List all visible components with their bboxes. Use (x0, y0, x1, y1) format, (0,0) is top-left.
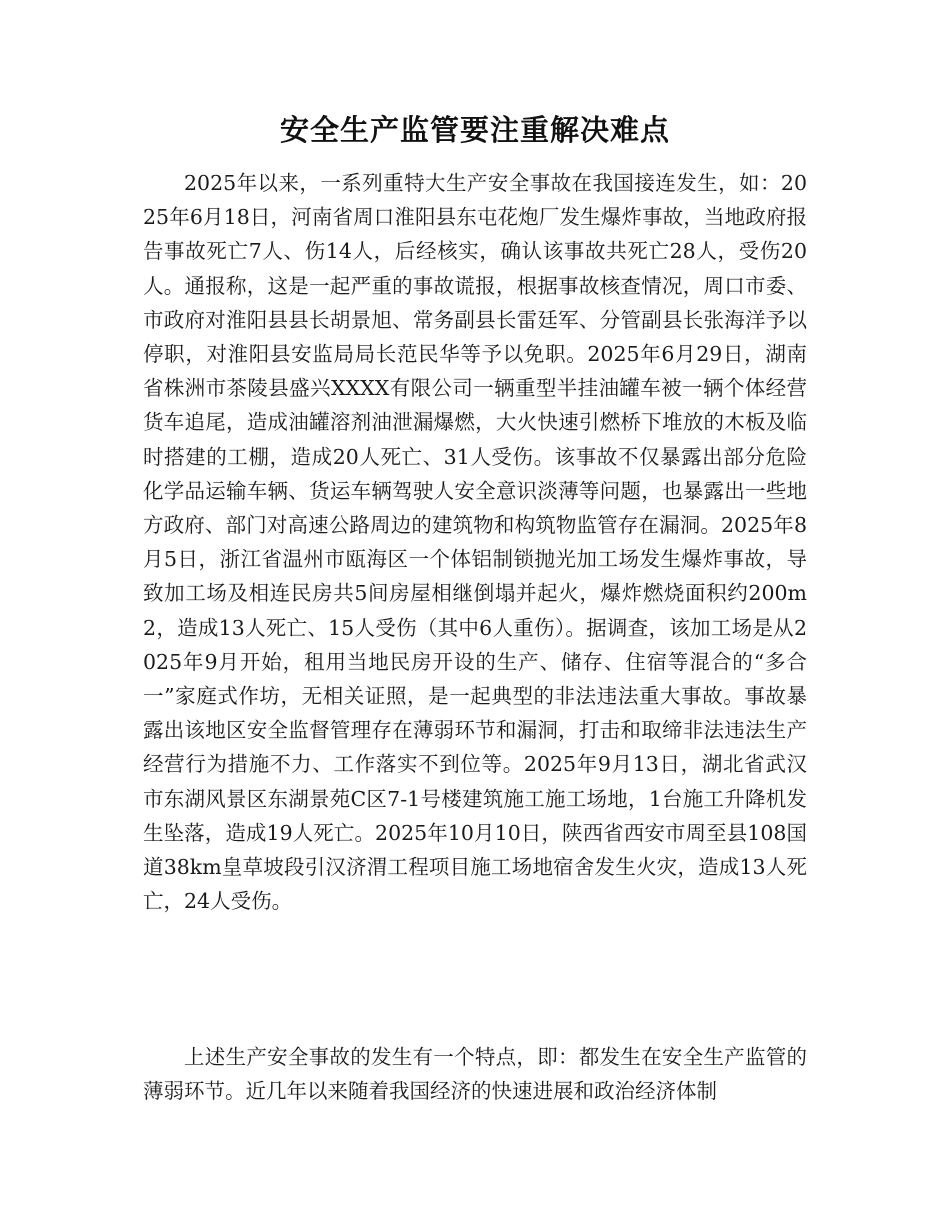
body-paragraph-1: 2025年以来，一系列重特大生产安全事故在我国接连发生，如：2025年6月18日，河南省周口淮阳县东屯花炮厂发生爆炸事故，当地政府报告事故死亡7人、伤14人，后经核实，确认该事故共死亡28人，受伤20人。通报称，这是一起严重的事故谎报，根据事故核查情况，周口市委、市政府对淮阳县县长胡景旭、常务副县长雷廷军、分管副县长张海洋予以停职，对淮阳县安监局局长范民华等予以免职。2025年6月29日，湖南省株洲市茶陵县盛兴XXXX有限公司一辆重型半挂油罐车被一辆个体经营货车追尾，造成油罐溶剂油泄漏爆燃，大火快速引燃桥下堆放的木板及临时搭建的工棚，造成20人死亡、31人受伤。该事故不仅暴露出部分危险化学品运输车辆、货运车辆驾驶人安全意识淡薄等问题，也暴露出一些地方政府、部门对高速公路周边的建筑物和构筑物监管存在漏洞。2025年8月5日，浙江省温州市瓯海区一个体铝制锁抛光加工场发生爆炸事故，导致加工场及相连民房共5间房屋相继倒塌并起火，爆炸燃烧面积约200m2，造成13人死亡、15人受伤（其中6人重伤）。据调查，该加工场是从2025年9月开始，租用当地民房开设的生产、储存、住宿等混合的“多合一”家庭式作坊，无相关证照，是一起典型的非法违法重大事故。事故暴露出该地区安全监督管理存在薄弱环节和漏洞，打击和取缔非法违法生产经营行为措施不力、工作落实不到位等。2025年9月13日，湖北省武汉市东湖风景区东湖景苑C区7-1号楼建筑施工施工场地，1台施工升降机发生坠落，造成19人死亡。2025年10月10日，陕西省西安市周至县108国道38km皇草坡段引汉济渭工程项目施工场地宿舍发生火灾，造成13人死亡，24人受伤。 (143, 171, 807, 914)
body-paragraph-2: 上述生产安全事故的发生有一个特点，即：都发生在安全生产监管的薄弱环节。近几年以来随着我国经济的快速进展和政治经济体制 (143, 1045, 807, 1104)
document-title: 安全生产监管要注重解决难点 (279, 113, 670, 147)
